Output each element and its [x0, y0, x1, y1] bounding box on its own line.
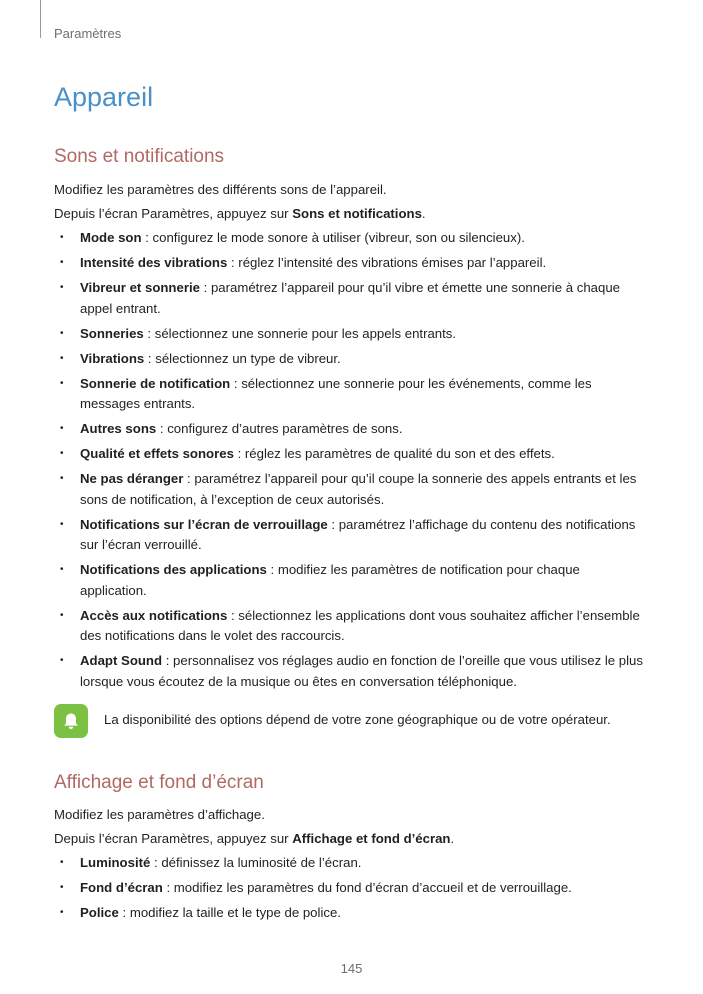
list-item	[54, 515, 646, 556]
option-description: : paramétrez l’affichage du contenu des notifications sur l’écran verrouillé.	[80, 516, 636, 552]
list-item	[54, 878, 646, 899]
option-description: : paramétrez l’appareil pour qu’il vibre et émette une sonnerie à chaque appel entrant.	[80, 280, 621, 316]
section-intro: Modifiez les paramètres d’affichage.	[54, 807, 265, 822]
option-description: : modifiez les paramètres du fond d’écran d’accueil et de verrouillage.	[162, 880, 572, 895]
list-item	[54, 253, 646, 274]
option-description: : sélectionnez une sonnerie pour les événements, comme les messages entrants.	[80, 375, 592, 411]
note-box	[54, 704, 654, 740]
option-term: Qualité et effets sonores	[80, 446, 234, 461]
option-term: Notifications sur l’écran de verrouillage	[80, 516, 328, 532]
option-description: : paramétrez l’appareil pour qu’il coupe la sonnerie des appels entrants et les sons de notification, à l’exception de ceux autorisés.	[80, 471, 637, 507]
option-description: : sélectionnez un type de vibreur.	[144, 350, 341, 366]
list-item	[54, 374, 646, 415]
option-term: Vibrations	[80, 350, 145, 366]
option-list	[54, 228, 646, 692]
option-description: : réglez l’intensité des vibrations émises par l’appareil.	[227, 255, 547, 270]
option-description: : personnalisez vos réglages audio en fonction de l’oreille que vous utilisez le plus lorsque vous écoutez de la musique ou êtes en conversation téléphonique.	[80, 653, 643, 689]
note-text: La disponibilité des options dépend de votre zone géographique ou de votre opérateur.	[104, 712, 611, 727]
option-term: Luminosité	[80, 855, 151, 870]
option-description: : définissez la luminosité de l’écran.	[150, 855, 362, 870]
bell-icon	[54, 704, 88, 738]
section-sons-notifications	[54, 146, 646, 697]
option-description: : configurez le mode sonore à utiliser (vibreur, son ou silencieux).	[141, 230, 525, 245]
page-title: Appareil	[54, 82, 154, 112]
list-item	[54, 651, 646, 692]
list-item	[54, 853, 646, 874]
list-item	[54, 228, 646, 249]
option-description: : configurez d’autres paramètres de sons.	[156, 421, 403, 436]
option-term: Vibreur et sonnerie	[80, 280, 200, 295]
option-term: Police	[80, 905, 119, 920]
option-term: Autres sons	[80, 421, 157, 436]
list-item	[54, 349, 646, 370]
option-description: : modifiez les paramètres de notification pour chaque application.	[80, 562, 580, 598]
path-suffix: .	[421, 206, 426, 221]
page-number: 145	[340, 961, 363, 976]
list-item	[54, 606, 646, 647]
list-item	[54, 469, 646, 510]
option-term: Adapt Sound	[80, 653, 163, 668]
option-list	[54, 853, 646, 924]
section-affichage-fond	[54, 772, 646, 928]
option-term: Mode son	[80, 230, 142, 245]
path-prefix: Depuis l’écran Paramètres, appuyez sur	[54, 206, 293, 221]
option-description: : sélectionnez une sonnerie pour les appels entrants.	[143, 325, 457, 341]
list-item	[54, 560, 646, 601]
navigation-instruction	[54, 205, 646, 223]
option-term: Sonnerie de notification	[80, 375, 231, 391]
path-suffix: .	[450, 831, 455, 846]
section-title: Sons et notifications	[54, 146, 225, 167]
path-prefix: Depuis l’écran Paramètres, appuyez sur	[54, 831, 293, 846]
list-item	[54, 444, 646, 465]
option-term: Ne pas déranger	[80, 471, 184, 486]
section-title: Affichage et fond d’écran	[54, 772, 264, 793]
navigation-instruction	[54, 830, 646, 848]
path-bold: Sons et notifications	[292, 206, 422, 221]
option-description: : sélectionnez les applications dont vous souhaitez afficher l’ensemble des notifications dans le volet des raccourcis.	[80, 607, 640, 643]
option-description: : réglez les paramètres de qualité du son et des effets.	[233, 446, 555, 461]
list-item	[54, 903, 646, 924]
section-intro: Modifiez les paramètres des différents sons de l’appareil.	[54, 182, 387, 197]
option-term: Accès aux notifications	[80, 607, 228, 623]
running-header: Paramètres	[54, 26, 122, 41]
option-term: Fond d’écran	[80, 880, 163, 895]
list-item	[54, 278, 646, 319]
option-term: Sonneries	[80, 325, 144, 341]
option-term: Intensité des vibrations	[80, 255, 228, 270]
list-item	[54, 324, 646, 345]
option-term: Notifications des applications	[80, 562, 267, 577]
header-divider	[40, 0, 41, 38]
list-item	[54, 419, 646, 440]
option-description: : modifiez la taille et le type de police.	[118, 905, 341, 920]
path-bold: Affichage et fond d’écran	[292, 831, 451, 846]
